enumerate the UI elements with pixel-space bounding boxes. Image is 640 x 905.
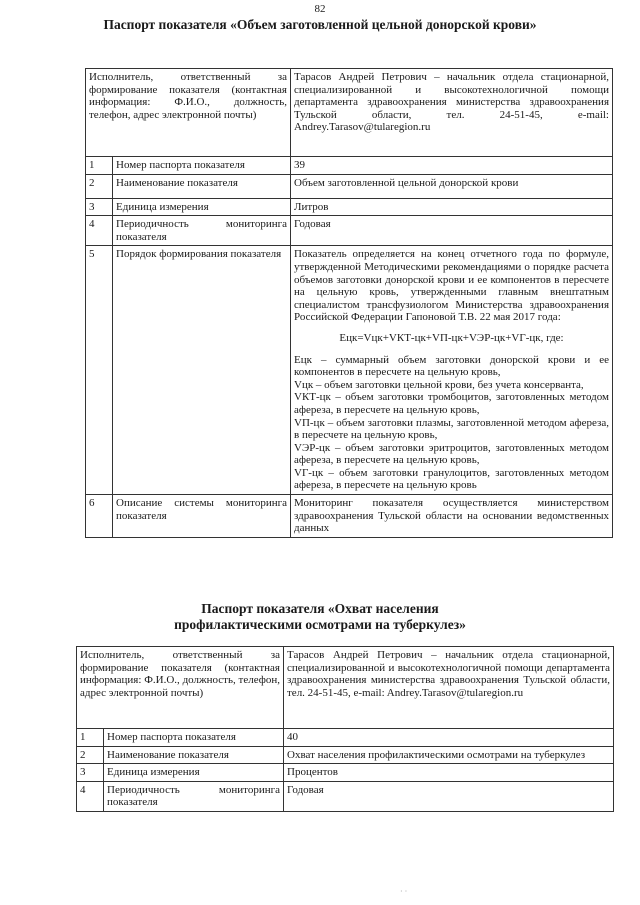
row-value: 39 — [291, 157, 613, 175]
row-label: Номер паспорта показателя — [104, 729, 284, 747]
row-number: 2 — [86, 174, 113, 198]
table-row — [86, 157, 613, 175]
row-label: Порядок формирования показателя — [113, 246, 291, 495]
row-value: Годовая — [291, 216, 613, 246]
executor-label: Исполнитель, ответственный за формирование показателя (контактная информация: Ф.И.О., должность, телефон, адрес электронной почты) — [77, 647, 284, 729]
scan-speck: · · — [400, 887, 408, 896]
table-row — [77, 647, 614, 729]
row-number: 3 — [77, 764, 104, 782]
page-number: 82 — [314, 3, 326, 15]
passport-1-title: Паспорт показателя «Объем заготовленной цельной донорской крови» — [103, 17, 537, 32]
passport-2-title-line: профилактическими осмотрами на туберкулез» — [174, 617, 466, 632]
row-label: Наименование показателя — [113, 174, 291, 198]
formation-method — [291, 246, 613, 495]
definition-item: VЭР-цк – объем заготовки эритроцитов, заготовленных методом афереза, в пересчете на цельную кровь, — [294, 441, 609, 467]
definition-item: VГ-цк – объем заготовки гранулоцитов, заготовленных методом афереза, в пересчете на цельную кровь — [294, 466, 609, 492]
row-value: Литров — [291, 198, 613, 216]
definition-item: VП-цк – объем заготовки плазмы, заготовленной методом афереза, в пересчете на цельную кровь, — [294, 416, 609, 442]
definition-item: Vцк – объем заготовки цельной крови, без учета консерванта, — [294, 378, 584, 391]
table-row — [77, 729, 614, 747]
executor-value: Тарасов Андрей Петрович – начальник отдела стационарной, специализированной и высокотехнологичной помощи департамента здравоохранения министерства здравоохранения Тульской области, тел. 24-51-45, e-mail: Andrey.Tarasov@tularegion.ru — [291, 69, 613, 157]
table-row — [77, 781, 614, 811]
row-value: Охват населения профилактическими осмотрами на туберкулез — [284, 746, 614, 764]
table-row — [86, 495, 613, 538]
row-label: Номер паспорта показателя — [113, 157, 291, 175]
row-number: 1 — [77, 729, 104, 747]
executor-value: Тарасов Андрей Петрович – начальник отдела стационарной, специализированной и высокотехнологичной помощи департамента здравоохранения министерства здравоохранения Тульской области, тел. 24-51-45, e-mail: Andrey.Tarasov@tularegion.ru — [284, 647, 614, 729]
passport-2-title-line: Паспорт показателя «Охват населения — [201, 601, 439, 616]
row-label: Единица измерения — [113, 198, 291, 216]
passport-2-table — [76, 646, 614, 812]
row-value: Годовая — [284, 781, 614, 811]
row-number: 2 — [77, 746, 104, 764]
row-number: 3 — [86, 198, 113, 216]
definition-item: Ецк – суммарный объем заготовки донорской крови и ее компонентов в пересчете на цельную кровь, — [294, 353, 609, 379]
table-row — [86, 198, 613, 216]
row-label: Периодичность мониторинга показателя — [104, 781, 284, 811]
table-row — [86, 246, 613, 495]
row-label: Периодичность мониторинга показателя — [113, 216, 291, 246]
table-row — [77, 746, 614, 764]
definition-item: VКТ-цк – объем заготовки тромбоцитов, заготовленных методом афереза, в пересчете на цельную кровь, — [294, 391, 609, 416]
executor-label: Исполнитель, ответственный за формирование показателя (контактная информация: Ф.И.О., должность, телефон, адрес электронной почты) — [86, 69, 291, 157]
formula: Ецк=Vцк+VКТ-цк+VП-цк+VЭР-цк+VГ-цк, где: — [339, 331, 564, 344]
row-number: 6 — [86, 495, 113, 538]
row-label: Наименование показателя — [104, 746, 284, 764]
row-label: Единица измерения — [104, 764, 284, 782]
method-intro: Показатель определяется на конец отчетного года по формуле, утвержденной Методическими рекомендациями о порядке расчета объемов заготовки донорской крови и ее компонентов в пересчете на цельную кровь, утвержденными главным внештатным специалистом трансфузиологом Министерства здравоохранения Российской Федерации Гапоновой Т.В. 22 мая 2017 года: — [294, 248, 609, 324]
row-number: 5 — [86, 246, 113, 495]
row-number: 1 — [86, 157, 113, 175]
row-number: 4 — [86, 216, 113, 246]
passport-1-table — [85, 68, 613, 538]
table-row — [86, 216, 613, 246]
row-value: Процентов — [284, 764, 614, 782]
table-row — [86, 174, 613, 198]
table-row — [86, 69, 613, 157]
row-value: Мониторинг показателя осуществляется министерством здравоохранения Тульской области на основании ведомственных данных — [291, 495, 613, 538]
passport-2-title — [0, 601, 640, 633]
row-value: Объем заготовленной цельной донорской крови — [291, 174, 613, 198]
row-number: 4 — [77, 781, 104, 811]
row-value: 40 — [284, 729, 614, 747]
table-row — [77, 764, 614, 782]
row-label: Описание системы мониторинга показателя — [113, 495, 291, 538]
